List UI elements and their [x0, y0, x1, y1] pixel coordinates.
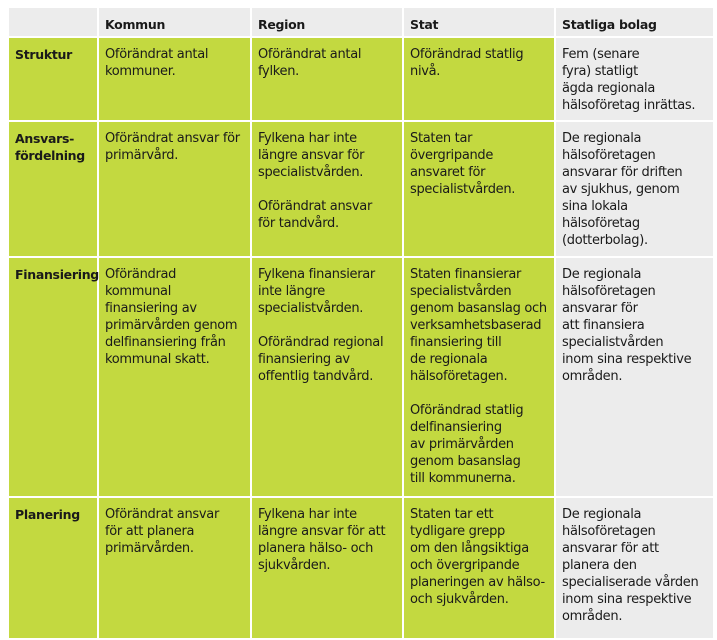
cell-text: De regionala hälsoföretagen ansvarar för att planera den specialiserade vården inom sina respektive områden.: [562, 507, 699, 624]
row-label-text: Ansvars- fördelning: [15, 131, 85, 163]
row-label-text: Planering: [15, 507, 80, 522]
cell-kommun: [99, 38, 252, 122]
comparison-table: [9, 8, 713, 638]
cell-text: Fylkena finansierar inte längre specialistvården.: [258, 267, 375, 316]
cell-text: Oförändrat antal fylken.: [258, 47, 362, 79]
cell-text: Staten finansierar specialistvården genom basanslag och verksamhetsbaserad finansiering till de regionala hälsoföretagen.: [410, 267, 547, 384]
cell-statliga-bolag: [556, 122, 713, 258]
cell-text: Oförändrad kommunal finansiering av primärvården genom delfinansiering från kommunal skatt.: [105, 267, 238, 367]
cell-text: Fylkena har inte längre ansvar för att planera hälso- och sjukvården.: [258, 507, 386, 573]
row-label-text: Struktur: [15, 47, 72, 62]
cell-region: [252, 498, 404, 638]
row-ansvarsfordelning: [9, 122, 713, 258]
header-corner: [9, 8, 99, 38]
cell-text: De regionala hälsoföretagen ansvarar för att finansiera specialistvården inom sina respektive områden.: [562, 267, 692, 384]
cell-text: Staten tar övergripande ansvaret för specialistvården.: [410, 131, 516, 197]
cell-text: Oförändrat antal kommuner.: [105, 47, 209, 79]
header-region: Region: [252, 8, 404, 38]
header-row: [9, 8, 713, 38]
cell-text: Oförändrad statlig delfinansiering av primärvården genom basanslag till kommunerna.: [410, 403, 524, 486]
cell-kommun: [99, 258, 252, 498]
cell-text: Fylkena har inte längre ansvar för specialistvården.: [258, 131, 365, 180]
cell-region: [252, 258, 404, 498]
row-label-text: Finansiering: [15, 267, 99, 282]
cell-kommun: [99, 122, 252, 258]
cell-text: Fem (senare fyra) statligt ägda regionala hälsoföretag inrättas.: [562, 47, 696, 113]
header-stat: Stat: [404, 8, 556, 38]
row-label: [9, 38, 99, 122]
row-label: [9, 258, 99, 498]
cell-text: Oförändrad statlig nivå.: [410, 47, 524, 79]
row-finansiering: [9, 258, 713, 498]
cell-text: Oförändrat ansvar för att planera primärvården.: [105, 507, 219, 556]
cell-statliga-bolag: [556, 498, 713, 638]
row-label: [9, 122, 99, 258]
cell-text: Oförändrat ansvar för primärvård.: [105, 131, 240, 163]
cell-region: [252, 122, 404, 258]
cell-statliga-bolag: [556, 258, 713, 498]
header-kommun: Kommun: [99, 8, 252, 38]
cell-stat: [404, 498, 556, 638]
cell-statliga-bolag: [556, 38, 713, 122]
row-label: [9, 498, 99, 638]
cell-text: De regionala hälsoföretagen ansvarar för driften av sjukhus, genom sina lokala hälsoföretag (dotterbolag).: [562, 131, 683, 248]
cell-text: Oförändrad regional finansiering av offentlig tandvård.: [258, 335, 384, 384]
cell-stat: [404, 38, 556, 122]
cell-kommun: [99, 498, 252, 638]
cell-text: Oförändrat ansvar för tandvård.: [258, 199, 372, 231]
row-planering: [9, 498, 713, 638]
header-statliga-bolag: Statliga bolag: [556, 8, 713, 38]
cell-region: [252, 38, 404, 122]
cell-stat: [404, 122, 556, 258]
cell-stat: [404, 258, 556, 498]
row-struktur: [9, 38, 713, 122]
cell-text: Staten tar ett tydligare grepp om den långsiktiga och övergripande planeringen av hälso- och sjukvården.: [410, 507, 545, 607]
